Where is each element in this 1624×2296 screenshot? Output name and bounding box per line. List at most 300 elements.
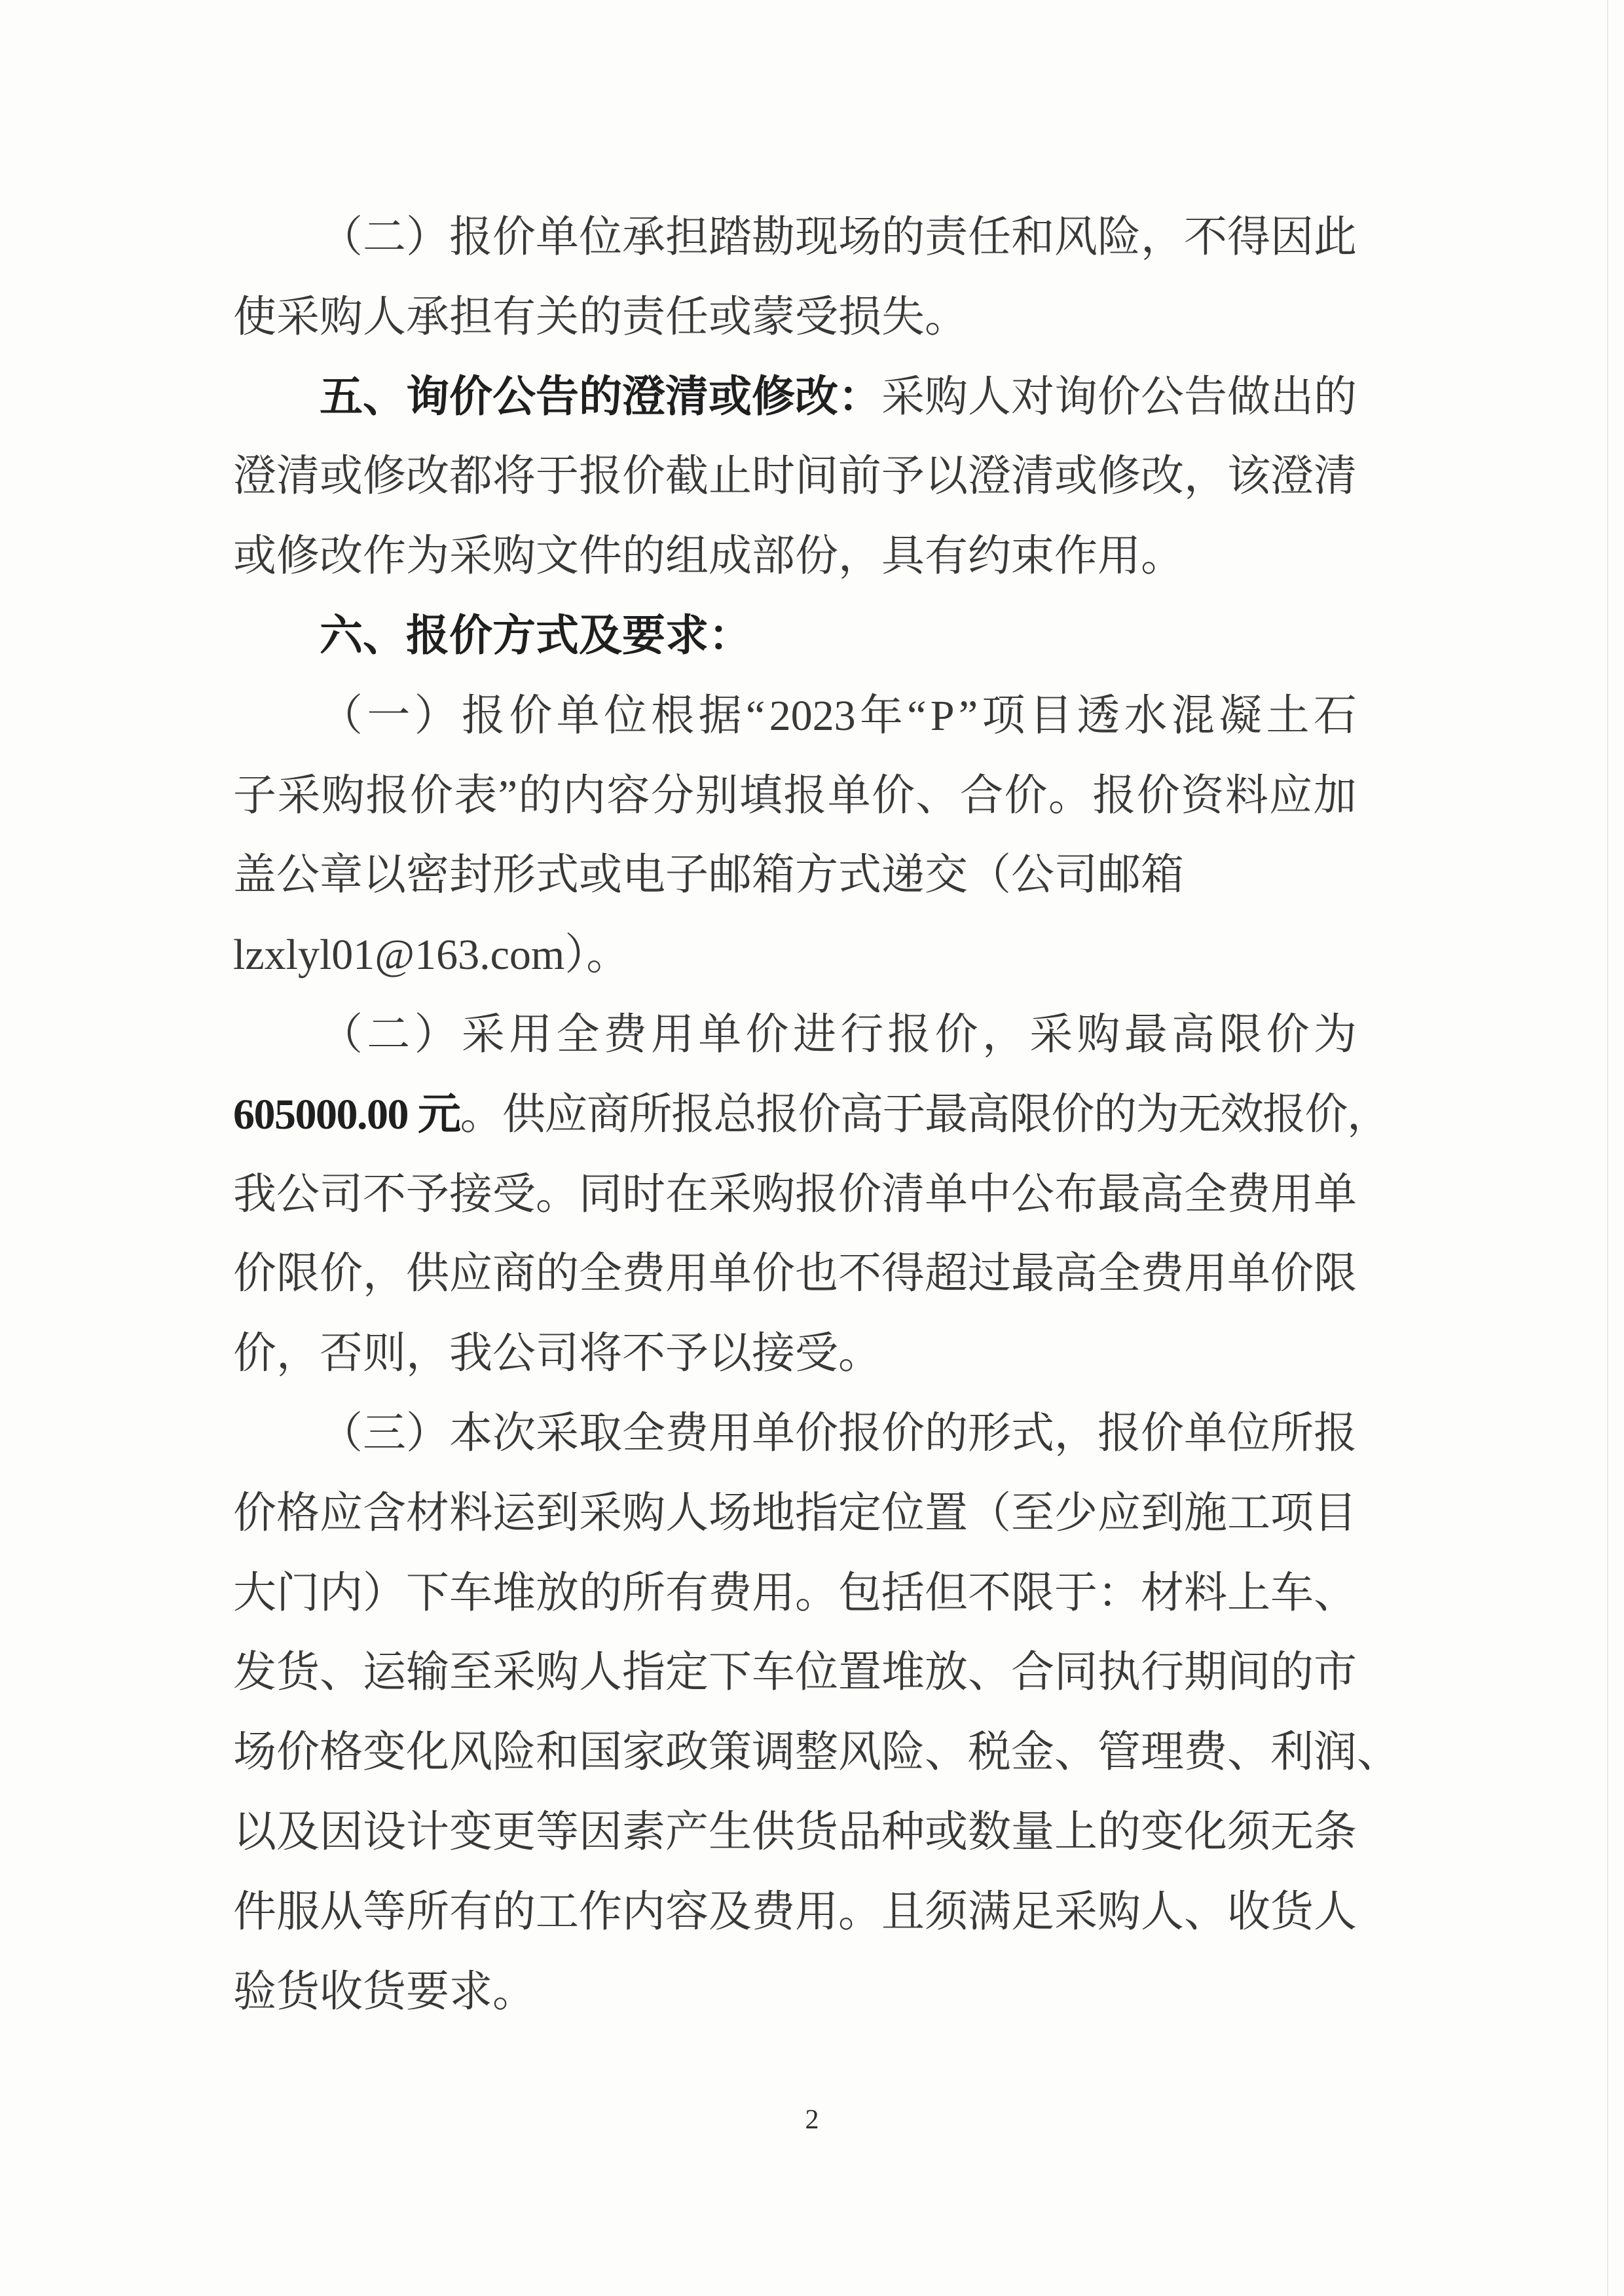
text-line [233, 1155, 1357, 1235]
text-segment: 报 [1314, 1409, 1357, 1457]
text-line [233, 1314, 1357, 1394]
text-segment: 在 [665, 1170, 709, 1218]
text-segment: ） [414, 1010, 458, 1059]
text-segment: 人 [1314, 1887, 1357, 1936]
text-segment: 购 [321, 771, 365, 820]
text-segment: 放 [925, 1649, 968, 1697]
text-segment: 货 [795, 1808, 838, 1856]
text-line [233, 1554, 1357, 1633]
text-line [233, 1952, 1357, 2032]
text-segment: 形 [968, 1409, 1011, 1457]
text-segment: 全 [622, 1409, 665, 1457]
text-segment: 因 [320, 1808, 363, 1856]
text-segment: 材 [406, 1489, 449, 1537]
text-segment: 报 [365, 771, 409, 820]
text-segment: 费 [603, 1010, 647, 1059]
text-segment: 次 [492, 1409, 536, 1457]
text-segment: 。 [1048, 771, 1092, 820]
text-segment: 此 [1314, 213, 1357, 261]
text-segment: 澄 [233, 452, 276, 501]
text-segment: 且 [881, 1887, 925, 1936]
text-segment: 风 [838, 1728, 881, 1777]
text-segment: 定 [665, 1649, 709, 1697]
text-segment: 报 [795, 1170, 838, 1218]
bold-text-segment: 告 [536, 373, 579, 421]
text-segment: 或 [320, 452, 363, 501]
text-segment: 任 [968, 213, 1011, 261]
text-segment: 做 [1227, 373, 1270, 421]
text-segment: 我 [233, 1170, 276, 1218]
text-segment: 。供应商所报总报价高于最高限价的为无效报价， [460, 1090, 1390, 1139]
text-segment: 高 [1172, 1010, 1215, 1059]
text-segment: 策 [709, 1728, 752, 1777]
text-segment: ” [498, 771, 518, 820]
text-segment: 种 [881, 1808, 925, 1856]
text-segment: 所 [406, 1887, 449, 1936]
text-segment: 价 [1098, 373, 1141, 421]
text-segment: 同 [1054, 1649, 1098, 1697]
text-segment: 的 [579, 1569, 622, 1617]
text-segment: 变 [363, 1728, 406, 1777]
text-segment: 有 [449, 1887, 492, 1936]
text-segment: 供 [752, 1808, 795, 1856]
text-segment: 为 [1313, 1010, 1357, 1059]
text-line [233, 835, 1357, 915]
text-segment: 混 [1171, 691, 1215, 740]
text-segment: 报 [838, 1409, 881, 1457]
text-segment: 时 [622, 1170, 665, 1218]
text-segment: （ [320, 691, 363, 740]
text-line [233, 357, 1357, 437]
text-segment: ， [363, 1250, 406, 1298]
text-segment: 三 [363, 1409, 406, 1457]
text-segment: 改 [1141, 452, 1184, 501]
text-segment: 布 [1054, 1170, 1098, 1218]
text-line [233, 915, 1357, 995]
text-segment: 、 [1357, 1728, 1400, 1777]
text-segment: 合 [960, 771, 1003, 820]
text-segment: 价 [509, 691, 553, 740]
text-segment: ， [982, 1010, 1025, 1059]
text-segment: 下 [709, 1649, 752, 1697]
text-segment: 报 [461, 691, 505, 740]
text-segment: 购 [536, 1649, 579, 1697]
text-segment: 指 [795, 1489, 838, 1537]
bold-text-segment: 或 [709, 373, 752, 421]
text-segment: 料 [449, 1489, 492, 1537]
text-segment: 采 [881, 373, 925, 421]
bold-text-segment: 的 [579, 373, 622, 421]
text-segment: 于 [536, 452, 579, 501]
text-segment: 包 [838, 1569, 881, 1617]
text-segment: 用 [752, 1569, 795, 1617]
text-segment: 价 [622, 452, 665, 501]
text-segment: 风 [449, 1728, 492, 1777]
text-segment: 设 [363, 1808, 406, 1856]
text-segment: 全 [579, 1250, 622, 1298]
page-number: 2 [805, 2105, 819, 2135]
text-segment: 价 [745, 1010, 789, 1059]
text-segment: 价 [233, 1250, 276, 1298]
text-segment: 价，否则，我公司将不予以接受。 [233, 1330, 881, 1378]
text-segment: 价 [409, 771, 453, 820]
text-segment: “ [745, 691, 766, 740]
text-segment: 足 [1011, 1887, 1054, 1936]
bold-text-segment: 修 [752, 373, 795, 421]
text-segment: 市 [1314, 1649, 1357, 1697]
text-segment: 价 [838, 1170, 881, 1218]
text-segment: 货 [1270, 1887, 1314, 1936]
text-segment: 的 [536, 1250, 579, 1298]
text-segment: ） [406, 213, 449, 261]
text-segment: 以 [233, 1808, 276, 1856]
text-segment: 间 [1227, 1649, 1270, 1697]
text-segment: 合 [1011, 1649, 1054, 1697]
text-segment: 单 [556, 691, 600, 740]
text-segment: 全 [556, 1010, 600, 1059]
text-segment: 得 [881, 1250, 925, 1298]
text-segment: “ [907, 691, 927, 740]
text-segment: 年 [859, 691, 903, 740]
text-segment: 取 [579, 1409, 622, 1457]
text-segment: 采 [536, 1409, 579, 1457]
text-segment: 采 [277, 771, 321, 820]
text-segment: 子 [233, 771, 276, 820]
bold-text-segment: 六、报价方式及要求： [320, 611, 752, 660]
bold-text-segment: 澄 [622, 373, 665, 421]
text-segment: 予 [881, 452, 925, 501]
text-segment: ” [958, 691, 978, 740]
bold-text-segment: 、 [363, 373, 406, 421]
text-segment: 和 [1011, 213, 1054, 261]
text-segment: 都 [449, 452, 492, 501]
text-segment: 购 [752, 1170, 795, 1218]
text-line [233, 1793, 1357, 1872]
text-segment: 报 [1092, 771, 1136, 820]
text-segment: 不 [1184, 213, 1227, 261]
text-segment: 、 [1184, 1887, 1227, 1936]
bold-text-segment: 清 [665, 373, 709, 421]
text-segment: 执 [1098, 1649, 1141, 1697]
text-segment: 间 [795, 452, 838, 501]
bold-text-segment: ： [838, 373, 881, 421]
text-segment: 风 [1054, 213, 1098, 261]
text-segment: 费 [1141, 1250, 1184, 1298]
text-segment: 至 [1011, 1489, 1054, 1537]
text-segment: 超 [925, 1250, 968, 1298]
text-segment: 须 [925, 1887, 968, 1936]
text-segment: 的 [518, 771, 562, 820]
text-segment: 车 [752, 1649, 795, 1697]
text-segment: 供 [406, 1250, 449, 1298]
text-segment: ， [1054, 1409, 1098, 1457]
text-segment: 验货收货要求。 [233, 1967, 536, 2016]
text-segment: 采 [492, 1649, 536, 1697]
text-segment: 价 [1270, 1250, 1314, 1298]
text-segment: 。 [536, 1170, 579, 1218]
text-segment: 门 [276, 1569, 320, 1617]
text-segment: 人 [579, 1649, 622, 1697]
text-segment: 价 [1004, 771, 1048, 820]
text-segment: 出 [1270, 373, 1314, 421]
text-segment: 、 [968, 1649, 1011, 1697]
text-segment: 采 [1054, 1887, 1098, 1936]
text-segment: 商 [492, 1250, 536, 1298]
text-segment: 司 [320, 1170, 363, 1218]
text-segment: 项 [1270, 1489, 1314, 1537]
text-segment: 使采购人承担有关的责任或蒙受损失。 [233, 293, 968, 341]
text-segment: 从 [320, 1887, 363, 1936]
text-segment: 、 [1314, 1569, 1357, 1617]
bold-text-segment: 五 [320, 373, 363, 421]
text-segment: 予 [406, 1170, 449, 1218]
text-segment: 对 [1011, 373, 1054, 421]
text-segment: 内 [320, 1569, 363, 1617]
text-segment: 采 [1029, 1010, 1073, 1059]
text-segment: 堆 [492, 1569, 536, 1617]
text-segment: 受 [492, 1170, 536, 1218]
text-segment: 行 [1141, 1649, 1184, 1697]
text-segment: 价 [492, 213, 536, 261]
text-segment: 润 [1314, 1728, 1357, 1777]
text-segment: 或修改作为采购文件的组成部份，具有约束作用。 [233, 532, 1184, 581]
text-segment: 目 [1314, 1489, 1357, 1537]
text-segment: 告 [1184, 373, 1227, 421]
text-segment: 高 [1141, 1170, 1184, 1218]
text-segment: 下 [406, 1569, 449, 1617]
text-segment: 清 [276, 452, 320, 501]
text-segment: 格 [320, 1728, 363, 1777]
text-segment: 工 [536, 1887, 579, 1936]
text-segment: 价 [1266, 1010, 1310, 1059]
text-segment: 位 [1227, 1409, 1270, 1457]
text-segment: 管 [1098, 1728, 1141, 1777]
text-segment: （ [320, 213, 363, 261]
text-segment: 数 [968, 1808, 1011, 1856]
text-segment: 运 [492, 1489, 536, 1537]
text-segment: 定 [838, 1489, 881, 1537]
text-line [233, 1872, 1357, 1952]
text-segment: 用 [1184, 1250, 1227, 1298]
text-segment: 价 [872, 771, 915, 820]
text-segment: 二 [363, 213, 406, 261]
text-segment: 据 [698, 691, 742, 740]
text-segment: 费 [665, 1409, 709, 1457]
text-segment: 利 [1270, 1728, 1314, 1777]
text-segment: 一 [367, 691, 411, 740]
text-segment: 到 [536, 1489, 579, 1537]
text-segment: 单 [925, 1170, 968, 1218]
text-segment: 用 [709, 1409, 752, 1457]
text-block [233, 198, 1400, 2032]
text-segment: 地 [752, 1489, 795, 1537]
text-segment: 容 [606, 771, 650, 820]
text-segment: 置 [925, 1489, 968, 1537]
text-segment: 价 [934, 1010, 978, 1059]
text-segment: 价 [752, 1250, 795, 1298]
text-segment: 承 [622, 213, 665, 261]
text-segment: 等 [536, 1808, 579, 1856]
text-segment: 单 [1184, 1409, 1227, 1457]
text-segment: 式 [1011, 1409, 1054, 1457]
text-segment: 指 [622, 1649, 665, 1697]
text-segment: 报 [1098, 1409, 1141, 1457]
text-segment: 、 [1227, 1728, 1270, 1777]
text-segment: 位 [579, 213, 622, 261]
text-segment: （ [320, 1409, 363, 1457]
text-segment: 限 [1314, 1250, 1357, 1298]
text-segment: （ [320, 1010, 363, 1059]
text-segment: 的 [492, 1887, 536, 1936]
text-segment: 化 [406, 1728, 449, 1777]
text-segment: 最 [1098, 1170, 1141, 1218]
text-segment: 询 [1054, 373, 1098, 421]
text-segment: 因 [579, 1808, 622, 1856]
text-line [233, 437, 1357, 517]
text-segment: 凝 [1219, 691, 1263, 740]
text-segment: 公 [1011, 1170, 1054, 1218]
text-segment: 全 [1098, 1250, 1141, 1298]
text-segment: 于 [1054, 1569, 1098, 1617]
text-segment: 放 [536, 1569, 579, 1617]
text-segment: 位 [881, 1489, 925, 1537]
text-line [233, 995, 1357, 1075]
text-segment: 有 [665, 1569, 709, 1617]
text-segment: 表 [454, 771, 498, 820]
text-segment: 场 [838, 213, 881, 261]
text-segment: 服 [276, 1887, 320, 1936]
text-segment: 限 [276, 1250, 320, 1298]
text-segment: 勘 [752, 213, 795, 261]
text-segment: 该 [1227, 452, 1270, 501]
text-segment: 料 [1184, 1569, 1227, 1617]
text-segment: 用 [665, 1250, 709, 1298]
text-segment: 单 [536, 213, 579, 261]
text-segment: 人 [665, 1489, 709, 1537]
bold-text-segment: 公 [492, 373, 536, 421]
text-segment: 调 [752, 1728, 795, 1777]
text-segment: 化 [1184, 1808, 1227, 1856]
text-segment: 报 [449, 213, 492, 261]
text-segment: 用 [650, 1010, 694, 1059]
text-segment: 高 [1054, 1250, 1098, 1298]
text-segment: 本 [449, 1409, 492, 1457]
text-segment: 也 [795, 1250, 838, 1298]
page-edge-shadow [1607, 0, 1608, 2296]
text-segment: 国 [579, 1728, 622, 1777]
text-segment: 上 [1227, 1569, 1270, 1617]
text-segment: 填 [739, 771, 783, 820]
text-segment: 或 [1054, 452, 1098, 501]
text-segment: 应 [1269, 771, 1313, 820]
text-segment: 费 [622, 1250, 665, 1298]
text-segment: 不 [838, 1250, 881, 1298]
text-line [233, 1394, 1357, 1474]
text-segment: （ [968, 1489, 1011, 1537]
text-segment: 得 [1227, 213, 1270, 261]
text-segment: 货 [276, 1649, 320, 1697]
text-segment: 运 [363, 1649, 406, 1697]
text-segment: 的 [1314, 373, 1357, 421]
text-segment: 报 [887, 1010, 931, 1059]
text-segment: 价 [1136, 771, 1180, 820]
text-segment: 件 [233, 1887, 276, 1936]
text-segment: 单 [827, 771, 871, 820]
text-segment: 分 [650, 771, 694, 820]
text-segment: 担 [665, 213, 709, 261]
text-segment: 输 [406, 1649, 449, 1697]
text-segment: 变 [1141, 1808, 1184, 1856]
text-segment: 用 [509, 1010, 553, 1059]
text-segment: 内 [622, 1887, 665, 1936]
text-segment: 材 [1141, 1569, 1184, 1617]
text-segment: 价 [233, 1489, 276, 1537]
text-segment: 、 [1054, 1728, 1098, 1777]
text-segment: 截 [665, 452, 709, 501]
text-segment: 行 [840, 1010, 884, 1059]
text-segment: 最 [1011, 1250, 1054, 1298]
text-segment: 不 [968, 1569, 1011, 1617]
text-segment: 采 [579, 1489, 622, 1537]
text-segment: 过 [968, 1250, 1011, 1298]
bold-text-segment: 605000.00 元 [233, 1090, 460, 1139]
text-segment: 澄 [968, 452, 1011, 501]
bold-text-segment: 价 [449, 373, 492, 421]
text-segment: 产 [665, 1808, 709, 1856]
text-segment: 但 [925, 1569, 968, 1617]
text-segment: 及 [276, 1808, 320, 1856]
text-segment: 费 [709, 1569, 752, 1617]
text-segment: 场 [233, 1728, 276, 1777]
text-segment: 堆 [881, 1649, 925, 1697]
text-segment: 家 [622, 1728, 665, 1777]
text-segment: 车 [449, 1569, 492, 1617]
text-segment: 至 [449, 1649, 492, 1697]
text-segment: 水 [1124, 691, 1168, 740]
text-segment: 所 [1270, 1409, 1314, 1457]
text-segment: 的 [881, 213, 925, 261]
text-segment: 条 [1314, 1808, 1357, 1856]
text-segment: 施 [1184, 1489, 1227, 1537]
text-segment: 、 [320, 1649, 363, 1697]
text-segment: 政 [665, 1728, 709, 1777]
text-segment: 踏 [709, 213, 752, 261]
text-segment: 单 [698, 1010, 742, 1059]
text-segment: 计 [406, 1808, 449, 1856]
text-segment: 单 [1227, 1250, 1270, 1298]
text-segment: ： [1098, 1569, 1141, 1617]
text-segment: 因 [1270, 213, 1314, 261]
text-segment: 生 [709, 1808, 752, 1856]
text-segment: 盖公章以密封形式或电子邮箱方式递交（公司邮箱 [233, 851, 1184, 900]
text-segment: 价 [276, 1728, 320, 1777]
text-segment: 最 [1124, 1010, 1168, 1059]
text-segment: 素 [622, 1808, 665, 1856]
text-segment: 别 [695, 771, 739, 820]
text-segment: 项 [982, 691, 1025, 740]
text-segment: 购 [925, 373, 968, 421]
text-line [233, 198, 1357, 278]
text-segment: 应 [449, 1250, 492, 1298]
text-segment: 根 [651, 691, 695, 740]
text-segment: 购 [1098, 1887, 1141, 1936]
text-segment: 作 [579, 1887, 622, 1936]
text-segment: 以 [925, 452, 968, 501]
text-segment: 的 [1270, 1649, 1314, 1697]
text-segment: 量 [1011, 1808, 1054, 1856]
text-segment: 2023 [769, 691, 856, 740]
text-segment: 清 [1011, 452, 1054, 501]
